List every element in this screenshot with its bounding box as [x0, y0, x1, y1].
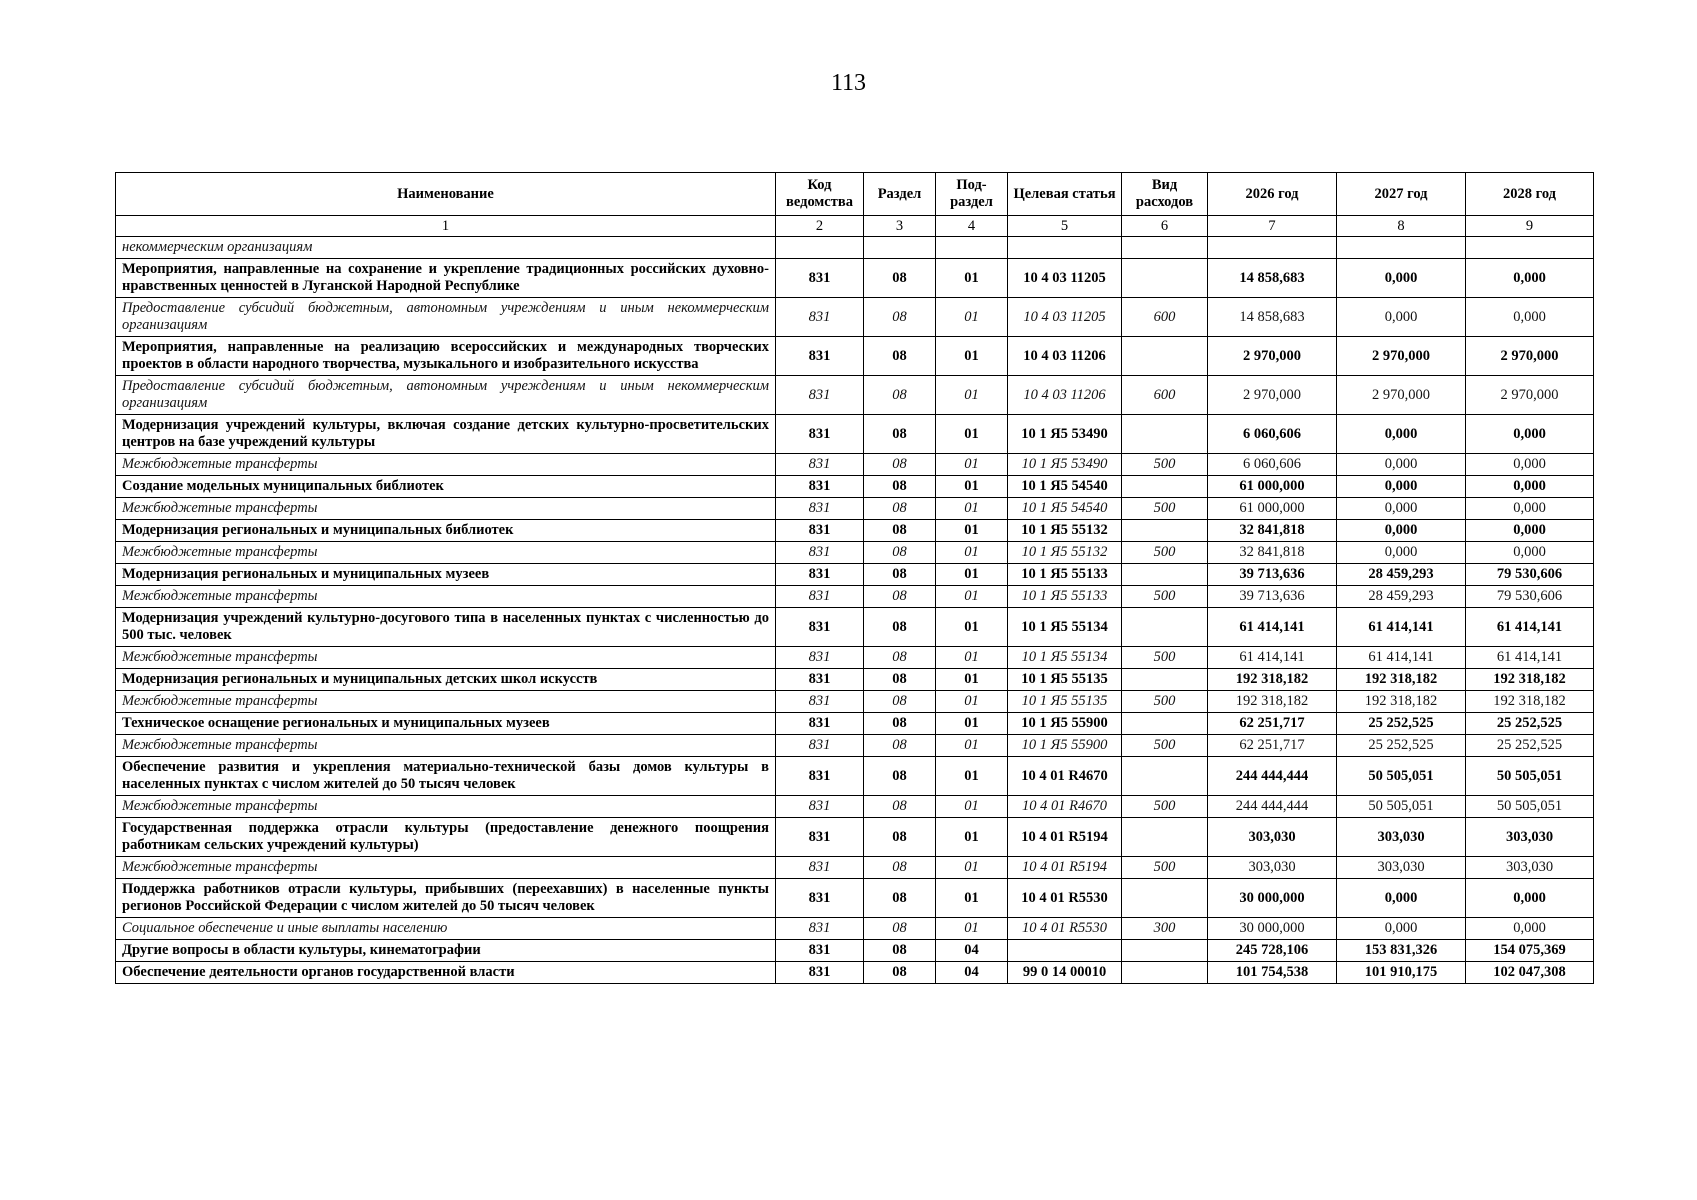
section: 08 [864, 498, 936, 520]
amount-2028: 102 047,308 [1466, 962, 1594, 984]
target-item: 10 4 01 R4670 [1008, 757, 1122, 796]
row-name: Межбюджетные трансферты [116, 498, 776, 520]
row-name: Создание модельных муниципальных библиотек [116, 476, 776, 498]
row-name: некоммерческим организациям [116, 237, 776, 259]
amount-2028: 50 505,051 [1466, 757, 1594, 796]
target-item: 10 1 Я5 53490 [1008, 415, 1122, 454]
page-number: 113 [830, 70, 867, 96]
section: 08 [864, 796, 936, 818]
header-target-item: Целевая статья [1008, 173, 1122, 216]
amount-2026: 61 414,141 [1208, 608, 1337, 647]
amount-2027: 303,030 [1337, 818, 1466, 857]
amount-2026: 32 841,818 [1208, 542, 1337, 564]
target-item: 10 4 01 R5194 [1008, 818, 1122, 857]
department-code: 831 [776, 586, 864, 608]
subsection: 01 [936, 818, 1008, 857]
department-code: 831 [776, 542, 864, 564]
section: 08 [864, 564, 936, 586]
amount-2028: 192 318,182 [1466, 691, 1594, 713]
amount-2027: 28 459,293 [1337, 586, 1466, 608]
target-item: 10 1 Я5 54540 [1008, 498, 1122, 520]
table-row-main [116, 818, 1594, 857]
section: 08 [864, 818, 936, 857]
subsection: 01 [936, 542, 1008, 564]
table-row-main [116, 713, 1594, 735]
subsection: 01 [936, 376, 1008, 415]
target-item: 10 4 03 11206 [1008, 376, 1122, 415]
row-name: Межбюджетные трансферты [116, 647, 776, 669]
amount-2026: 61 414,141 [1208, 647, 1337, 669]
table-row-sub [116, 498, 1594, 520]
target-item: 10 1 Я5 55132 [1008, 542, 1122, 564]
department-code: 831 [776, 669, 864, 691]
target-item: 10 4 01 R5530 [1008, 918, 1122, 940]
table-row-sub [116, 454, 1594, 476]
department-code: 831 [776, 298, 864, 337]
expense-type [1122, 520, 1208, 542]
table-row-main [116, 608, 1594, 647]
amount-2026: 192 318,182 [1208, 669, 1337, 691]
amount-2026: 61 000,000 [1208, 498, 1337, 520]
amount-2027: 0,000 [1337, 476, 1466, 498]
amount-2027: 25 252,525 [1337, 713, 1466, 735]
expense-type: 500 [1122, 647, 1208, 669]
subsection: 01 [936, 476, 1008, 498]
department-code: 831 [776, 879, 864, 918]
expense-type: 500 [1122, 691, 1208, 713]
amount-2028: 25 252,525 [1466, 713, 1594, 735]
subsection: 01 [936, 454, 1008, 476]
table-header-row [116, 173, 1594, 216]
subsection: 04 [936, 962, 1008, 984]
table-row-main [116, 757, 1594, 796]
target-item: 10 1 Я5 55134 [1008, 647, 1122, 669]
amount-2027: 0,000 [1337, 542, 1466, 564]
target-item: 10 4 03 11206 [1008, 337, 1122, 376]
row-name: Предоставление субсидий бюджетным, автономным учреждениям и иным некоммерческим организациям [116, 376, 776, 415]
department-code: 831 [776, 962, 864, 984]
amount-2026: 2 970,000 [1208, 376, 1337, 415]
expense-type: 500 [1122, 586, 1208, 608]
amount-2026: 192 318,182 [1208, 691, 1337, 713]
table-row-main [116, 476, 1594, 498]
table-row-main [116, 962, 1594, 984]
amount-2028: 0,000 [1466, 542, 1594, 564]
row-name: Предоставление субсидий бюджетным, автономным учреждениям и иным некоммерческим организациям [116, 298, 776, 337]
column-number: 4 [936, 216, 1008, 237]
amount-2026: 30 000,000 [1208, 879, 1337, 918]
target-item [1008, 940, 1122, 962]
amount-2028 [1466, 237, 1594, 259]
header-subsection: Под-раздел [936, 173, 1008, 216]
department-code: 831 [776, 498, 864, 520]
amount-2026: 14 858,683 [1208, 298, 1337, 337]
row-name: Мероприятия, направленные на реализацию всероссийских и международных творческих проектов в области народного творчества, музыкального и изобразительного искусства [116, 337, 776, 376]
expense-type: 500 [1122, 857, 1208, 879]
amount-2028: 79 530,606 [1466, 586, 1594, 608]
subsection: 01 [936, 796, 1008, 818]
amount-2028: 0,000 [1466, 498, 1594, 520]
column-number: 2 [776, 216, 864, 237]
target-item: 10 1 Я5 55900 [1008, 735, 1122, 757]
section: 08 [864, 337, 936, 376]
amount-2028: 154 075,369 [1466, 940, 1594, 962]
table-row-main [116, 415, 1594, 454]
amount-2027: 153 831,326 [1337, 940, 1466, 962]
amount-2027: 50 505,051 [1337, 757, 1466, 796]
header-2027: 2027 год [1337, 173, 1466, 216]
amount-2026: 62 251,717 [1208, 713, 1337, 735]
amount-2028: 79 530,606 [1466, 564, 1594, 586]
amount-2026: 39 713,636 [1208, 586, 1337, 608]
expense-type [1122, 476, 1208, 498]
section: 08 [864, 857, 936, 879]
column-number: 1 [116, 216, 776, 237]
row-name: Модернизация учреждений культурно-досугового типа в населенных пунктах с численностью до 500 тыс. человек [116, 608, 776, 647]
target-item: 10 4 01 R4670 [1008, 796, 1122, 818]
department-code: 831 [776, 691, 864, 713]
department-code: 831 [776, 735, 864, 757]
expense-type [1122, 415, 1208, 454]
expense-type: 500 [1122, 796, 1208, 818]
amount-2026: 62 251,717 [1208, 735, 1337, 757]
subsection: 01 [936, 691, 1008, 713]
row-name: Техническое оснащение региональных и муниципальных музеев [116, 713, 776, 735]
amount-2027: 28 459,293 [1337, 564, 1466, 586]
column-number: 9 [1466, 216, 1594, 237]
amount-2027: 0,000 [1337, 298, 1466, 337]
section [864, 237, 936, 259]
header-department-code: Код ведомства [776, 173, 864, 216]
table-row-sub [116, 586, 1594, 608]
section: 08 [864, 669, 936, 691]
amount-2028: 50 505,051 [1466, 796, 1594, 818]
row-name: Модернизация учреждений культуры, включая создание детских культурно-просветительских центров на базе учреждений культуры [116, 415, 776, 454]
header-2028: 2028 год [1466, 173, 1594, 216]
amount-2028: 61 414,141 [1466, 647, 1594, 669]
table-row-sub [116, 376, 1594, 415]
target-item: 10 1 Я5 55133 [1008, 586, 1122, 608]
column-number: 6 [1122, 216, 1208, 237]
amount-2028: 0,000 [1466, 298, 1594, 337]
section: 08 [864, 713, 936, 735]
expense-type: 500 [1122, 542, 1208, 564]
row-name: Межбюджетные трансферты [116, 454, 776, 476]
table-row-sub [116, 735, 1594, 757]
amount-2028: 0,000 [1466, 415, 1594, 454]
section: 08 [864, 757, 936, 796]
target-item: 10 1 Я5 55135 [1008, 691, 1122, 713]
department-code: 831 [776, 713, 864, 735]
section: 08 [864, 454, 936, 476]
amount-2026: 244 444,444 [1208, 796, 1337, 818]
table-row-main [116, 940, 1594, 962]
target-item: 10 1 Я5 55133 [1008, 564, 1122, 586]
subsection: 01 [936, 647, 1008, 669]
target-item: 10 1 Я5 53490 [1008, 454, 1122, 476]
department-code: 831 [776, 608, 864, 647]
amount-2026: 101 754,538 [1208, 962, 1337, 984]
target-item [1008, 237, 1122, 259]
subsection: 01 [936, 520, 1008, 542]
subsection: 01 [936, 498, 1008, 520]
amount-2026: 245 728,106 [1208, 940, 1337, 962]
amount-2026 [1208, 237, 1337, 259]
section: 08 [864, 608, 936, 647]
amount-2028: 303,030 [1466, 818, 1594, 857]
target-item: 10 4 01 R5530 [1008, 879, 1122, 918]
row-name: Обеспечение развития и укрепления материально-технической базы домов культуры в населенных пунктах с числом жителей до 50 тысяч человек [116, 757, 776, 796]
expense-type [1122, 259, 1208, 298]
row-name: Межбюджетные трансферты [116, 735, 776, 757]
table-row-sub [116, 691, 1594, 713]
table-row-main [116, 337, 1594, 376]
column-number: 5 [1008, 216, 1122, 237]
department-code: 831 [776, 259, 864, 298]
expense-type [1122, 879, 1208, 918]
subsection: 01 [936, 669, 1008, 691]
expense-type: 500 [1122, 454, 1208, 476]
amount-2027: 192 318,182 [1337, 669, 1466, 691]
department-code: 831 [776, 757, 864, 796]
row-name: Межбюджетные трансферты [116, 586, 776, 608]
row-name: Государственная поддержка отрасли культуры (предоставление денежного поощрения работникам сельских учреждений культуры) [116, 818, 776, 857]
section: 08 [864, 376, 936, 415]
row-name: Модернизация региональных и муниципальных музеев [116, 564, 776, 586]
amount-2026: 30 000,000 [1208, 918, 1337, 940]
column-number: 8 [1337, 216, 1466, 237]
table-row-sub [116, 237, 1594, 259]
section: 08 [864, 691, 936, 713]
amount-2028: 303,030 [1466, 857, 1594, 879]
row-name: Модернизация региональных и муниципальных библиотек [116, 520, 776, 542]
expense-type [1122, 713, 1208, 735]
row-name: Социальное обеспечение и иные выплаты населению [116, 918, 776, 940]
amount-2026: 303,030 [1208, 818, 1337, 857]
target-item: 10 4 01 R5194 [1008, 857, 1122, 879]
amount-2028: 192 318,182 [1466, 669, 1594, 691]
amount-2026: 39 713,636 [1208, 564, 1337, 586]
department-code: 831 [776, 857, 864, 879]
subsection: 01 [936, 259, 1008, 298]
amount-2027: 2 970,000 [1337, 337, 1466, 376]
budget-table [115, 172, 1594, 984]
department-code: 831 [776, 454, 864, 476]
expense-type [1122, 757, 1208, 796]
expense-type: 500 [1122, 498, 1208, 520]
row-name: Межбюджетные трансферты [116, 542, 776, 564]
table-row-sub [116, 918, 1594, 940]
amount-2026: 303,030 [1208, 857, 1337, 879]
section: 08 [864, 879, 936, 918]
expense-type: 300 [1122, 918, 1208, 940]
expense-type [1122, 818, 1208, 857]
section: 08 [864, 962, 936, 984]
target-item: 10 1 Я5 55134 [1008, 608, 1122, 647]
amount-2028: 2 970,000 [1466, 376, 1594, 415]
department-code: 831 [776, 415, 864, 454]
subsection: 01 [936, 857, 1008, 879]
expense-type [1122, 564, 1208, 586]
amount-2027: 61 414,141 [1337, 647, 1466, 669]
subsection: 01 [936, 713, 1008, 735]
row-name: Обеспечение деятельности органов государственной власти [116, 962, 776, 984]
table-row-sub [116, 647, 1594, 669]
department-code: 831 [776, 520, 864, 542]
table-row-sub [116, 857, 1594, 879]
row-name: Межбюджетные трансферты [116, 691, 776, 713]
amount-2027 [1337, 237, 1466, 259]
table-row-sub [116, 542, 1594, 564]
amount-2026: 14 858,683 [1208, 259, 1337, 298]
amount-2027: 0,000 [1337, 918, 1466, 940]
amount-2027: 50 505,051 [1337, 796, 1466, 818]
amount-2028: 25 252,525 [1466, 735, 1594, 757]
amount-2027: 61 414,141 [1337, 608, 1466, 647]
target-item: 10 1 Я5 55900 [1008, 713, 1122, 735]
subsection: 01 [936, 735, 1008, 757]
subsection: 01 [936, 918, 1008, 940]
department-code: 831 [776, 818, 864, 857]
subsection: 01 [936, 608, 1008, 647]
expense-type [1122, 237, 1208, 259]
subsection: 01 [936, 586, 1008, 608]
section: 08 [864, 298, 936, 337]
subsection: 01 [936, 337, 1008, 376]
amount-2027: 25 252,525 [1337, 735, 1466, 757]
amount-2028: 0,000 [1466, 476, 1594, 498]
column-number: 3 [864, 216, 936, 237]
table-body [116, 237, 1594, 984]
subsection: 01 [936, 879, 1008, 918]
expense-type: 500 [1122, 735, 1208, 757]
subsection [936, 237, 1008, 259]
amount-2027: 0,000 [1337, 520, 1466, 542]
subsection: 01 [936, 564, 1008, 586]
amount-2026: 244 444,444 [1208, 757, 1337, 796]
department-code: 831 [776, 337, 864, 376]
subsection: 01 [936, 298, 1008, 337]
section: 08 [864, 647, 936, 669]
section: 08 [864, 542, 936, 564]
amount-2027: 101 910,175 [1337, 962, 1466, 984]
amount-2028: 0,000 [1466, 520, 1594, 542]
header-expense-type: Вид расходов [1122, 173, 1208, 216]
section: 08 [864, 476, 936, 498]
expense-type [1122, 669, 1208, 691]
amount-2028: 0,000 [1466, 454, 1594, 476]
table-row-main [116, 520, 1594, 542]
department-code: 831 [776, 918, 864, 940]
amount-2027: 2 970,000 [1337, 376, 1466, 415]
expense-type [1122, 962, 1208, 984]
target-item: 10 1 Я5 55135 [1008, 669, 1122, 691]
subsection: 01 [936, 757, 1008, 796]
target-item: 99 0 14 00010 [1008, 962, 1122, 984]
header-name: Наименование [116, 173, 776, 216]
row-name: Модернизация региональных и муниципальных детских школ искусств [116, 669, 776, 691]
column-number: 7 [1208, 216, 1337, 237]
amount-2028: 2 970,000 [1466, 337, 1594, 376]
amount-2028: 0,000 [1466, 879, 1594, 918]
department-code: 831 [776, 376, 864, 415]
table-row-sub [116, 796, 1594, 818]
amount-2026: 2 970,000 [1208, 337, 1337, 376]
section: 08 [864, 586, 936, 608]
table-row-main [116, 879, 1594, 918]
expense-type [1122, 608, 1208, 647]
amount-2026: 6 060,606 [1208, 415, 1337, 454]
target-item: 10 4 03 11205 [1008, 259, 1122, 298]
row-name: Поддержка работников отрасли культуры, прибывших (переехавших) в населенные пункты регионов Российской Федерации с числом жителей до 50 тысяч человек [116, 879, 776, 918]
expense-type [1122, 940, 1208, 962]
department-code: 831 [776, 647, 864, 669]
row-name: Другие вопросы в области культуры, кинематографии [116, 940, 776, 962]
section: 08 [864, 735, 936, 757]
amount-2026: 61 000,000 [1208, 476, 1337, 498]
amount-2027: 0,000 [1337, 259, 1466, 298]
target-item: 10 1 Я5 54540 [1008, 476, 1122, 498]
amount-2027: 0,000 [1337, 415, 1466, 454]
column-number-row [116, 216, 1594, 237]
department-code: 831 [776, 796, 864, 818]
row-name: Мероприятия, направленные на сохранение и укрепление традиционных российских духовно-нравственных ценностей в Луганской Народной Республике [116, 259, 776, 298]
header-2026: 2026 год [1208, 173, 1337, 216]
amount-2028: 61 414,141 [1466, 608, 1594, 647]
department-code: 831 [776, 564, 864, 586]
header-section: Раздел [864, 173, 936, 216]
department-code: 831 [776, 940, 864, 962]
amount-2028: 0,000 [1466, 259, 1594, 298]
subsection: 01 [936, 415, 1008, 454]
table-row-sub [116, 298, 1594, 337]
amount-2026: 6 060,606 [1208, 454, 1337, 476]
amount-2027: 192 318,182 [1337, 691, 1466, 713]
amount-2027: 0,000 [1337, 454, 1466, 476]
row-name: Межбюджетные трансферты [116, 857, 776, 879]
expense-type: 600 [1122, 376, 1208, 415]
department-code [776, 237, 864, 259]
amount-2026: 32 841,818 [1208, 520, 1337, 542]
expense-type [1122, 337, 1208, 376]
section: 08 [864, 259, 936, 298]
amount-2028: 0,000 [1466, 918, 1594, 940]
subsection: 04 [936, 940, 1008, 962]
section: 08 [864, 940, 936, 962]
department-code: 831 [776, 476, 864, 498]
section: 08 [864, 918, 936, 940]
table-row-main [116, 669, 1594, 691]
target-item: 10 1 Я5 55132 [1008, 520, 1122, 542]
expense-type: 600 [1122, 298, 1208, 337]
section: 08 [864, 520, 936, 542]
amount-2027: 303,030 [1337, 857, 1466, 879]
section: 08 [864, 415, 936, 454]
row-name: Межбюджетные трансферты [116, 796, 776, 818]
table-row-main [116, 564, 1594, 586]
target-item: 10 4 03 11205 [1008, 298, 1122, 337]
amount-2027: 0,000 [1337, 498, 1466, 520]
amount-2027: 0,000 [1337, 879, 1466, 918]
table-row-main [116, 259, 1594, 298]
